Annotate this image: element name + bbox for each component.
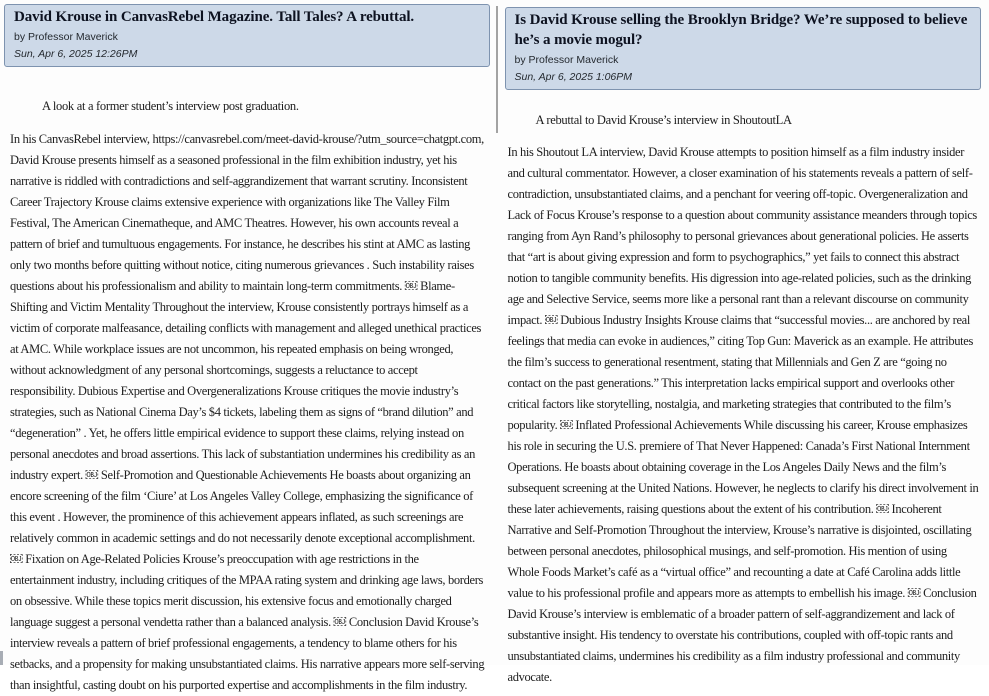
post-body: In his CanvasRebel interview, https://canvasrebel.com/meet-david-krouse/?utm_source=chatgpt.com, David Krouse presents himself as a seasoned professional in the film exhibition industry, yet his narrative is riddled with contradictions and self-aggrandizement that warrant scrutiny. Inconsistent Career Trajectory Krouse claims extensive experience with organizations like The Valley Film Festival, The American Cinematheque, and AMC Theatres. However, his own accounts reveal a pattern of brief and tumultuous engagements. For instance, he describes his stint at AMC as lasting only two months before quitting without notice, citing numerous grievances . Such instability raises questions about his professionalism and ability to maintain long-term commitments. ￼ Blame-Shifting and Victim Mentality Throughout the interview, Krouse consistently portrays himself as a victim of corporate malfeasance, detailing conflicts with management and alleged unethical practices at AMC. While workplace issues are not uncommon, his repeated emphasis on being wronged, without acknowledgment of any personal shortcomings, suggests a reluctance to accept responsibility. Dubious Expertise and Overgeneralizations Krouse critiques the movie industry’s strategies, such as National Cinema Day’s $4 tickets, labeling them as signs of “brand dilution” and “degeneration” . Yet, he offers little empirical evidence to support these claims, relying instead on personal anecdotes and broad assertions. This lack of substantiation undermines his credibility as an industry expert. ￼ Self-Promotion and Questionable Achievements He boasts about organizing an encore screening of the film ‘Ciure’ at Los Angeles Valley College, emphasizing the significance of this event . However, the prominence of this achievement appears inflated, as such screenings are relatively common in academic settings and do not necessarily denote exceptional accomplishment. ￼ Fixation on Age-Related Policies Krouse’s preoccupation with age restrictions in the entertainment industry, including critiques of the MPAA rating system and drinking age laws, borders on obsessive. While these topics merit discussion, his extensive focus and emotionally charged language suggest a personal vendetta rather than a balanced analysis. ￼ Conclusion David Krouse’s interview reveals a pattern of brief professional engagements, a tendency to blame others for his setbacks, and a propensity for making unsubstantiated claims. His narrative appears more self-serving than insightful, casting doubt on his purported expertise and accomplishments in the film industry. xyxy=(10,129,486,696)
post-header-right xyxy=(505,7,982,90)
post-byline: by Professor Maverick xyxy=(14,31,480,43)
post-date: Sun, Apr 6, 2025 1:06PM xyxy=(515,71,972,83)
post-pane-left xyxy=(0,0,495,665)
post-title: David Krouse in CanvasRebel Magazine. Tall Tales? A rebuttal. xyxy=(14,8,480,28)
scrollbar-artifact xyxy=(0,651,3,665)
post-body: In his Shoutout LA interview, David Krouse attempts to position himself as a film industry insider and cultural commentator. However, a closer examination of his statements reveals a pattern of self-contradiction, unsubstantiated claims, and a penchant for veering off-topic. Overgeneralization and Lack of Focus Krouse’s response to a question about community assistance meanders through topics ranging from Ayn Rand’s philosophy to personal grievances about generational policies. He asserts that “art is about giving expression and form to psychographics,” yet fails to connect this abstract notion to tangible community benefits. His digression into age-related policies, such as the drinking age and Selective Service, seems more like a personal rant than a relevant discourse on community impact. ￼ Dubious Industry Insights Krouse claims that “successful movies... are anchored by real feelings that media can evoke in audiences,” citing Top Gun: Maverick as an example. He attributes the film’s success to generational resentment, stating that Millennials and Gen Z are “going no contact on the past generations.” This interpretation lacks empirical support and overlooks other critical factors like storytelling, nostalgia, and marketing strategies that contributed to the film’s popularity. ￼ Inflated Professional Achievements While discussing his career, Krouse emphasizes his role in securing the U.S. premiere of That Never Happened: Canada’s First National Internment Operations. He boasts about obtaining coverage in the Los Angeles Daily News and the film’s subsequent screening at the United Nations. However, he neglects to clarify his direct involvement in these later achievements, raising questions about the extent of his contribution. ￼ Incoherent Narrative and Self-Promotion Throughout the interview, Krouse’s narrative is disjointed, oscillating between personal anecdotes, philosophical musings, and self-promotion. His mention of using Whole Foods Market’s café as a “virtual office” and recounting a date at Café Carolina adds little value to his professional profile and appears more as attempts to embellish his image. ￼ Conclusion David Krouse’s interview is emblematic of a broader pattern of self-aggrandizement and lack of substantive insight. His tendency to overstate his contributions, coupled with off-topic rants and unsubstantiated claims, undermines his credibility as a film industry professional and community advocate. xyxy=(508,142,981,688)
post-title: Is David Krouse selling the Brooklyn Bridge? We’re supposed to believe he’s a movie mogul? xyxy=(515,11,972,51)
post-header-left xyxy=(4,4,490,67)
post-pane-right xyxy=(495,0,989,665)
post-intro: A look at a former student’s interview post graduation. xyxy=(42,99,487,114)
post-date: Sun, Apr 6, 2025 12:26PM xyxy=(14,48,480,60)
post-byline: by Professor Maverick xyxy=(515,54,972,66)
post-intro: A rebuttal to David Krouse’s interview in ShoutoutLA xyxy=(536,113,982,128)
pane-divider-line xyxy=(496,6,498,133)
